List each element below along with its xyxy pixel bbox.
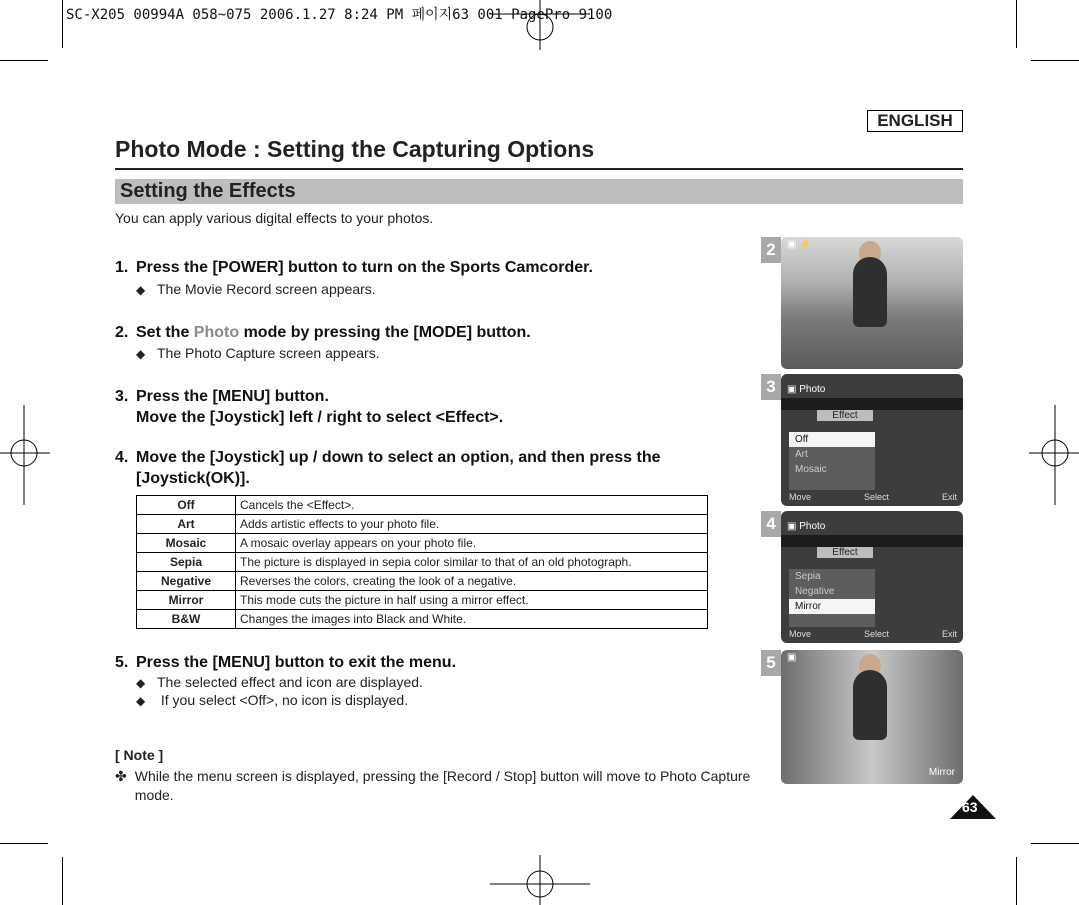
step-text-line2: Move the [Joystick] left / right to select <Effect>. [136, 409, 504, 426]
step-4 [115, 447, 661, 489]
step-5 [115, 654, 456, 672]
effect-caption: Mirror [928, 767, 955, 778]
bullet-text: The selected effect and icon are displayed. [157, 674, 423, 690]
menu-title: ▣ Photo [787, 384, 826, 395]
language-tab: ENGLISH [867, 110, 963, 132]
effect-name: Mosaic [137, 534, 236, 553]
step-5-bullet-2 [136, 692, 408, 708]
effects-table [136, 495, 708, 629]
intro-text: You can apply various digital effects to your photos. [115, 210, 434, 226]
step-text-line2: [Joystick(OK)]. [136, 470, 250, 487]
step-text: Press the [POWER] button to turn on the Sports Camcorder. [136, 259, 593, 276]
crop-mark [0, 843, 48, 844]
crop-mark [1016, 0, 1017, 48]
exit-hint: Exit [941, 492, 957, 502]
option-mosaic[interactable]: Mosaic [795, 464, 827, 475]
menu-title-text: Photo [799, 384, 826, 395]
section-title: Setting the Effects [120, 180, 296, 202]
option-negative[interactable]: Negative [795, 586, 835, 597]
step-number: 2. [115, 324, 129, 341]
effect-description: Adds artistic effects to your photo file. [236, 515, 708, 534]
screen-2-photo-capture [781, 237, 963, 369]
effect-description: A mosaic overlay appears on your photo file. [236, 534, 708, 553]
bullet-text: If you select <Off>, no icon is displayed. [157, 692, 409, 708]
step-1 [115, 259, 593, 277]
print-header: SC-X205 00994A 058~075 2006.1.27 8:24 PM 페이지63 001 PagePro 9100 [66, 7, 613, 23]
crop-mark [1031, 843, 1079, 844]
step-number: 5. [115, 654, 129, 671]
effect-options[interactable] [789, 432, 875, 490]
step-text: Press the [MENU] button to exit the menu. [136, 654, 457, 671]
step-number: 4. [115, 449, 129, 466]
step-5-bullet-1 [136, 674, 423, 690]
title-rule [115, 168, 963, 170]
step-1-bullet [136, 281, 376, 297]
screen-3-effect-menu [781, 374, 963, 506]
page-title: Photo Mode : Setting the Capturing Options [115, 136, 595, 162]
menu-title: ▣ Photo [787, 521, 826, 532]
camera-icon: ▣ [787, 652, 797, 663]
photo-preview [781, 237, 963, 369]
bullet-text: The Photo Capture screen appears. [157, 345, 380, 361]
step-number: 3. [115, 388, 129, 405]
step-number: 1. [115, 259, 129, 276]
select-hint: Select [863, 629, 889, 639]
note-body: While the menu screen is displayed, pressing the [Record / Stop] button will move to Photo Capture mode. [134, 768, 751, 803]
effect-name: Negative [137, 572, 236, 591]
note-heading: [ Note ] [115, 747, 164, 763]
effect-label: Effect [817, 410, 873, 421]
move-hint: Move [789, 629, 812, 639]
effect-description: This mode cuts the picture in half using a mirror effect. [236, 591, 708, 610]
diamond-bullet-icon: ◆ [136, 694, 146, 708]
effect-label: Effect [817, 547, 873, 558]
effects-table-row [137, 534, 708, 553]
page-number: 63 [962, 799, 978, 815]
registration-mark-bottom [490, 855, 590, 905]
effects-table-row [137, 553, 708, 572]
registration-mark-right [1029, 405, 1079, 505]
note-text [115, 767, 755, 805]
diamond-bullet-icon: ◆ [136, 347, 146, 361]
effect-description: Reverses the colors, creating the look of a negative. [236, 572, 708, 591]
step-text: Set the [136, 324, 194, 341]
screen-5-mirror-result [781, 650, 963, 784]
diamond-bullet-icon: ◆ [136, 676, 146, 690]
effects-table-row [137, 572, 708, 591]
child-figure [853, 670, 887, 740]
screen-4-effect-menu [781, 511, 963, 643]
effects-table-row [137, 496, 708, 515]
step-2-bullet [136, 345, 380, 361]
photo-preview [781, 650, 963, 784]
section-header [115, 179, 963, 204]
menu-icon-bar [781, 398, 963, 410]
camera-icon: ▣ ⚡ [787, 239, 812, 250]
registration-mark-left [0, 405, 50, 505]
bullet-text: The Movie Record screen appears. [157, 281, 376, 297]
step-text: Move the [Joystick] up / down to select an option, and then press the [136, 449, 661, 466]
menu-icon-bar [781, 535, 963, 547]
effect-description: Cancels the <Effect>. [236, 496, 708, 515]
screen-badge-5: 5 [761, 650, 781, 676]
diamond-bullet-icon: ◆ [136, 283, 146, 297]
note-cross-icon: ✤ [115, 768, 127, 784]
effect-name: Mirror [137, 591, 236, 610]
step-text-end: mode by pressing the [MODE] button. [239, 324, 531, 341]
effects-table-row [137, 515, 708, 534]
page-number-tab [950, 795, 996, 819]
crop-mark [1031, 60, 1079, 61]
effect-name: Off [137, 496, 236, 515]
exit-hint: Exit [941, 629, 957, 639]
screen-badge-4: 4 [761, 511, 781, 537]
screen-badge-3: 3 [761, 374, 781, 400]
move-hint: Move [789, 492, 812, 502]
screen-badge-2: 2 [761, 237, 781, 263]
effect-description: The picture is displayed in sepia color similar to that of an old photograph. [236, 553, 708, 572]
crop-mark [62, 857, 63, 905]
step-3 [115, 386, 503, 428]
effect-name: Sepia [137, 553, 236, 572]
option-off[interactable]: Off [789, 432, 875, 447]
option-art[interactable]: Art [795, 449, 808, 460]
select-hint: Select [863, 492, 889, 502]
photo-mode-highlight: Photo [193, 324, 240, 341]
effects-table-row [137, 591, 708, 610]
effect-options[interactable] [789, 569, 875, 627]
crop-mark [0, 60, 48, 61]
step-2 [115, 324, 531, 342]
menu-footer [789, 629, 957, 639]
option-sepia[interactable]: Sepia [795, 571, 821, 582]
crop-mark [62, 0, 63, 48]
effect-description: Changes the images into Black and White. [236, 610, 708, 629]
menu-title-text: Photo [799, 521, 826, 532]
menu-footer [789, 492, 957, 502]
child-figure [853, 257, 887, 327]
effects-table-row [137, 610, 708, 629]
step-text: Press the [MENU] button. [136, 388, 329, 405]
effect-name: B&W [137, 610, 236, 629]
effect-name: Art [137, 515, 236, 534]
option-mirror[interactable]: Mirror [789, 599, 875, 614]
crop-mark [1016, 857, 1017, 905]
